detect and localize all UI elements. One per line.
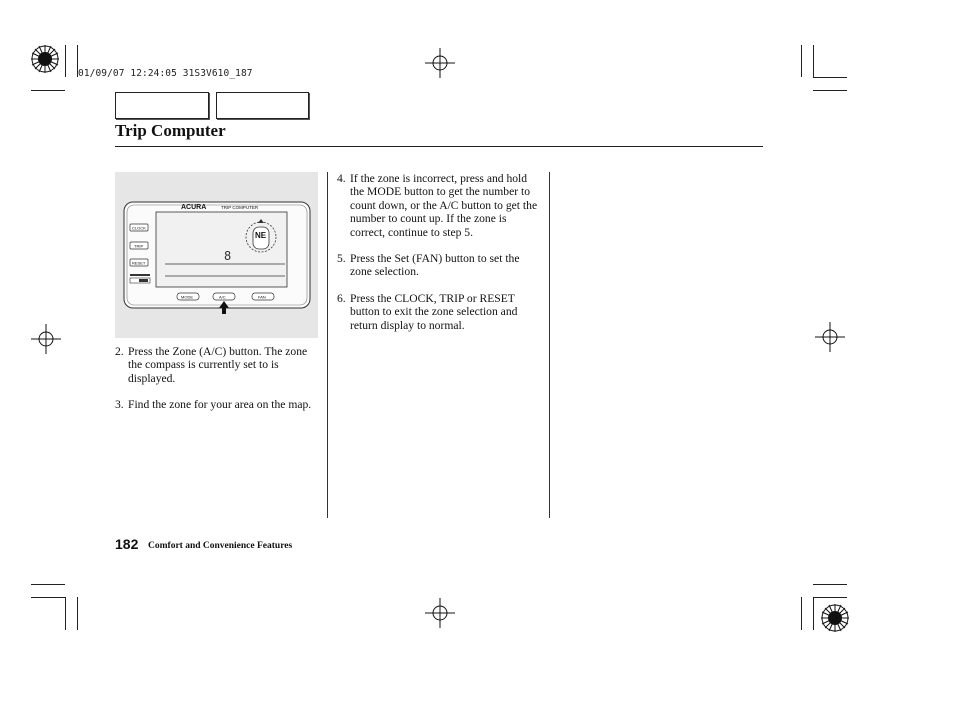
mode-button-label: MODE	[181, 294, 193, 300]
step-number: 5.	[337, 252, 346, 266]
registration-crosshair-icon	[815, 322, 845, 352]
compass-heading: NE	[255, 231, 267, 240]
registration-sunburst-icon	[30, 44, 60, 74]
brand-label: ACURA	[181, 204, 207, 211]
device-label: TRIP COMPUTER	[221, 205, 259, 210]
left-column	[115, 345, 320, 425]
registration-crosshair-icon	[425, 48, 455, 78]
ac-button-label: A/C	[219, 294, 226, 300]
title-rule	[115, 146, 763, 147]
indicator-mark	[130, 274, 150, 276]
trip-button-label: TRIP	[134, 243, 144, 249]
trip-computer-figure	[115, 172, 318, 338]
step-number: 6.	[337, 291, 346, 305]
page-number: 182	[115, 536, 139, 552]
section-footer: Comfort and Convenience Features	[148, 541, 293, 551]
section-tab	[115, 92, 209, 119]
step-number: 4.	[337, 172, 346, 185]
column-divider	[327, 172, 328, 518]
registration-crosshair-icon	[425, 598, 455, 628]
reset-button-label: RESET	[132, 260, 146, 266]
step-item	[337, 292, 542, 332]
step-text: Press the CLOCK, TRIP or RESET button to exit the zone selection and return display to normal.	[350, 291, 518, 332]
step-item	[337, 172, 542, 239]
page-title: Trip Computer	[115, 121, 226, 140]
section-tab	[216, 92, 309, 119]
fan-button-label: FAN	[258, 294, 266, 300]
step-item	[115, 345, 320, 385]
column-divider	[549, 172, 550, 518]
step-item	[337, 252, 542, 279]
step-text: Press the Zone (A/C) button. The zone the compass is currently set to is displayed.	[128, 345, 308, 385]
step-text: Find the zone for your area on the map.	[128, 398, 312, 412]
registration-crosshair-icon	[31, 324, 61, 354]
clock-button-label: CLOCK	[132, 225, 146, 231]
trip-computer-illustration	[115, 172, 318, 338]
print-stamp: 01/09/07 12:24:05 31S3V610_187	[78, 68, 253, 79]
registration-sunburst-icon	[820, 603, 850, 633]
step-number: 2.	[115, 345, 124, 358]
step-number: 3.	[115, 398, 124, 412]
step-item	[115, 398, 320, 411]
step-text: Press the Set (FAN) button to set the zone selection.	[350, 252, 520, 279]
zone-digit: 8	[224, 249, 232, 263]
step-text: If the zone is incorrect, press and hold the MODE button to get the number to count down, or the A/C button to get the number to count up. If the zone is correct, continue to step 5.	[350, 172, 538, 239]
middle-column	[337, 172, 542, 345]
